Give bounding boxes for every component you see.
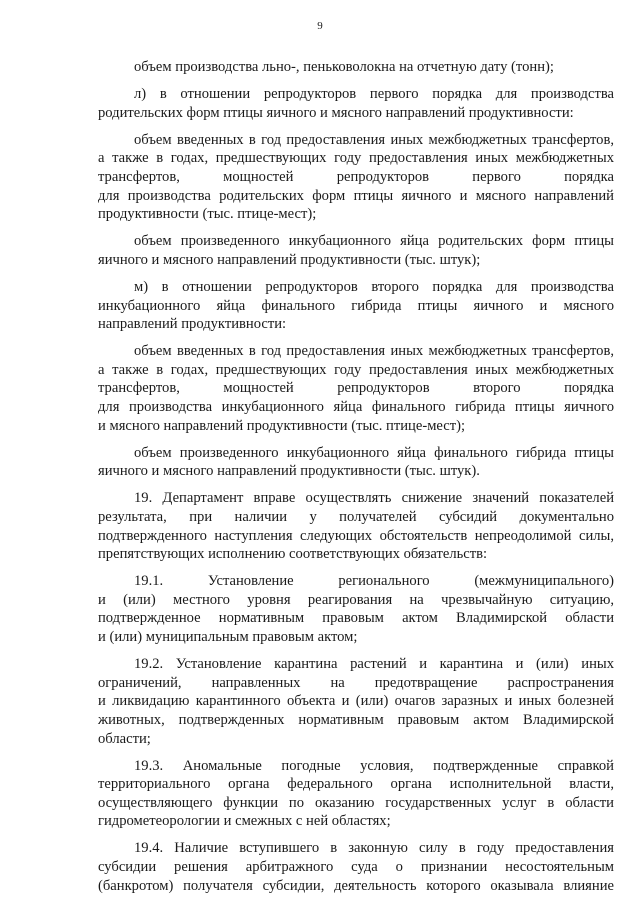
paragraph — [98, 757, 614, 831]
text-line: гидрометеорологии и смежных с ней областях; — [98, 813, 391, 830]
text-line: объем произведенного инкубационного яйца родительских форм птицы — [134, 233, 614, 250]
text-line: трансфертов, мощностей репродукторов первого порядка — [98, 168, 614, 185]
text-line: объем введенных в год предоставления иных межбюджетных трансфертов, — [134, 131, 614, 148]
text-line: яичного и мясного направлений продуктивности (тыс. штук). — [98, 463, 480, 480]
paragraph — [98, 489, 614, 563]
text-line: подтвержденное нормативным правовым актом Владимирской области — [98, 610, 614, 627]
text-line: препятствующих исполнению соответствующих обязательств: — [98, 546, 488, 563]
text-line: инкубационного яйца финального гибрида птицы яичного и мясного — [98, 297, 614, 314]
paragraph — [98, 655, 614, 748]
text-line: 19. Департамент вправе осуществлять снижение значений показателей — [134, 490, 614, 507]
paragraph — [98, 131, 614, 224]
paragraph — [98, 58, 614, 77]
paragraph — [98, 342, 614, 435]
text-line: ограничений, направленных на предотвращение распространения — [98, 674, 614, 691]
text-line: яичного и мясного направлений продуктивности (тыс. штук); — [98, 251, 481, 268]
text-line: для производства родительских форм птицы яичного и мясного направлений — [98, 187, 614, 204]
paragraph — [98, 839, 614, 895]
page-number: 9 — [317, 20, 323, 32]
text-line: области; — [98, 730, 151, 747]
document-body — [98, 58, 614, 904]
text-line: м) в отношении репродукторов второго порядка для производства — [134, 278, 614, 295]
paragraph — [98, 85, 614, 122]
text-line: направлений продуктивности: — [98, 316, 287, 333]
text-line: родительских форм птицы яичного и мясного направлений продуктивности: — [98, 104, 574, 121]
text-line: 19.4. Наличие вступившего в законную силу в году предоставления — [134, 840, 614, 857]
text-line: и (или) муниципальным правовым актом; — [98, 629, 358, 646]
text-line: территориального органа федерального органа исполнительной власти, — [98, 776, 614, 793]
text-line: а также в годах, предшествующих году предоставления иных межбюджетных — [98, 361, 614, 378]
text-line: подтвержденного наступления следующих обстоятельств непреодолимой силы, — [98, 527, 614, 544]
text-line: и (или) местного уровня реагирования на чрезвычайную ситуацию, — [98, 591, 614, 608]
text-line: (банкротом) получателя субсидии, деятельность которого оказывала влияние — [98, 877, 614, 894]
text-line: животных, подтвержденных нормативным правовым актом Владимирской — [98, 711, 614, 728]
text-line: для производства инкубационного яйца финального гибрида птицы яичного — [98, 399, 614, 415]
paragraph — [98, 444, 614, 481]
text-line: а также в годах, предшествующих году предоставления иных межбюджетных — [98, 150, 614, 167]
text-line: и ликвидацию карантинного объекта и (или) очагов заразных и иных болезней — [98, 693, 614, 710]
text-line: и мясного направлений продуктивности (тыс. птице-мест); — [98, 417, 466, 434]
text-line: продуктивности (тыс. птице-мест); — [98, 206, 317, 223]
text-line: субсидии решения арбитражного суда о признании несостоятельным — [98, 859, 614, 876]
text-line: л) в отношении репродукторов первого порядка для производства — [134, 86, 614, 103]
text-line: 19.2. Установление карантина растений и карантина и (или) иных — [134, 656, 614, 673]
paragraph — [98, 572, 614, 646]
paragraph — [98, 232, 614, 269]
text-line: объем производства льно-, пеньковолокна на отчетную дату (тонн); — [134, 59, 554, 75]
paragraph — [98, 278, 614, 334]
text-line: осуществляющего функции по оказанию государственных услуг в области — [98, 794, 614, 811]
text-line: объем введенных в год предоставления иных межбюджетных трансфертов, — [134, 343, 614, 360]
text-line: объем произведенного инкубационного яйца финального гибрида птицы — [134, 444, 614, 461]
text-line: трансфертов, мощностей репродукторов второго порядка — [98, 380, 614, 397]
text-line: результата, при наличии у получателей субсидий документально — [98, 508, 614, 525]
text-line: 19.3. Аномальные погодные условия, подтвержденные справкой — [134, 757, 614, 774]
text-line: 19.1. Установление регионального (межмуниципального) — [134, 573, 614, 590]
